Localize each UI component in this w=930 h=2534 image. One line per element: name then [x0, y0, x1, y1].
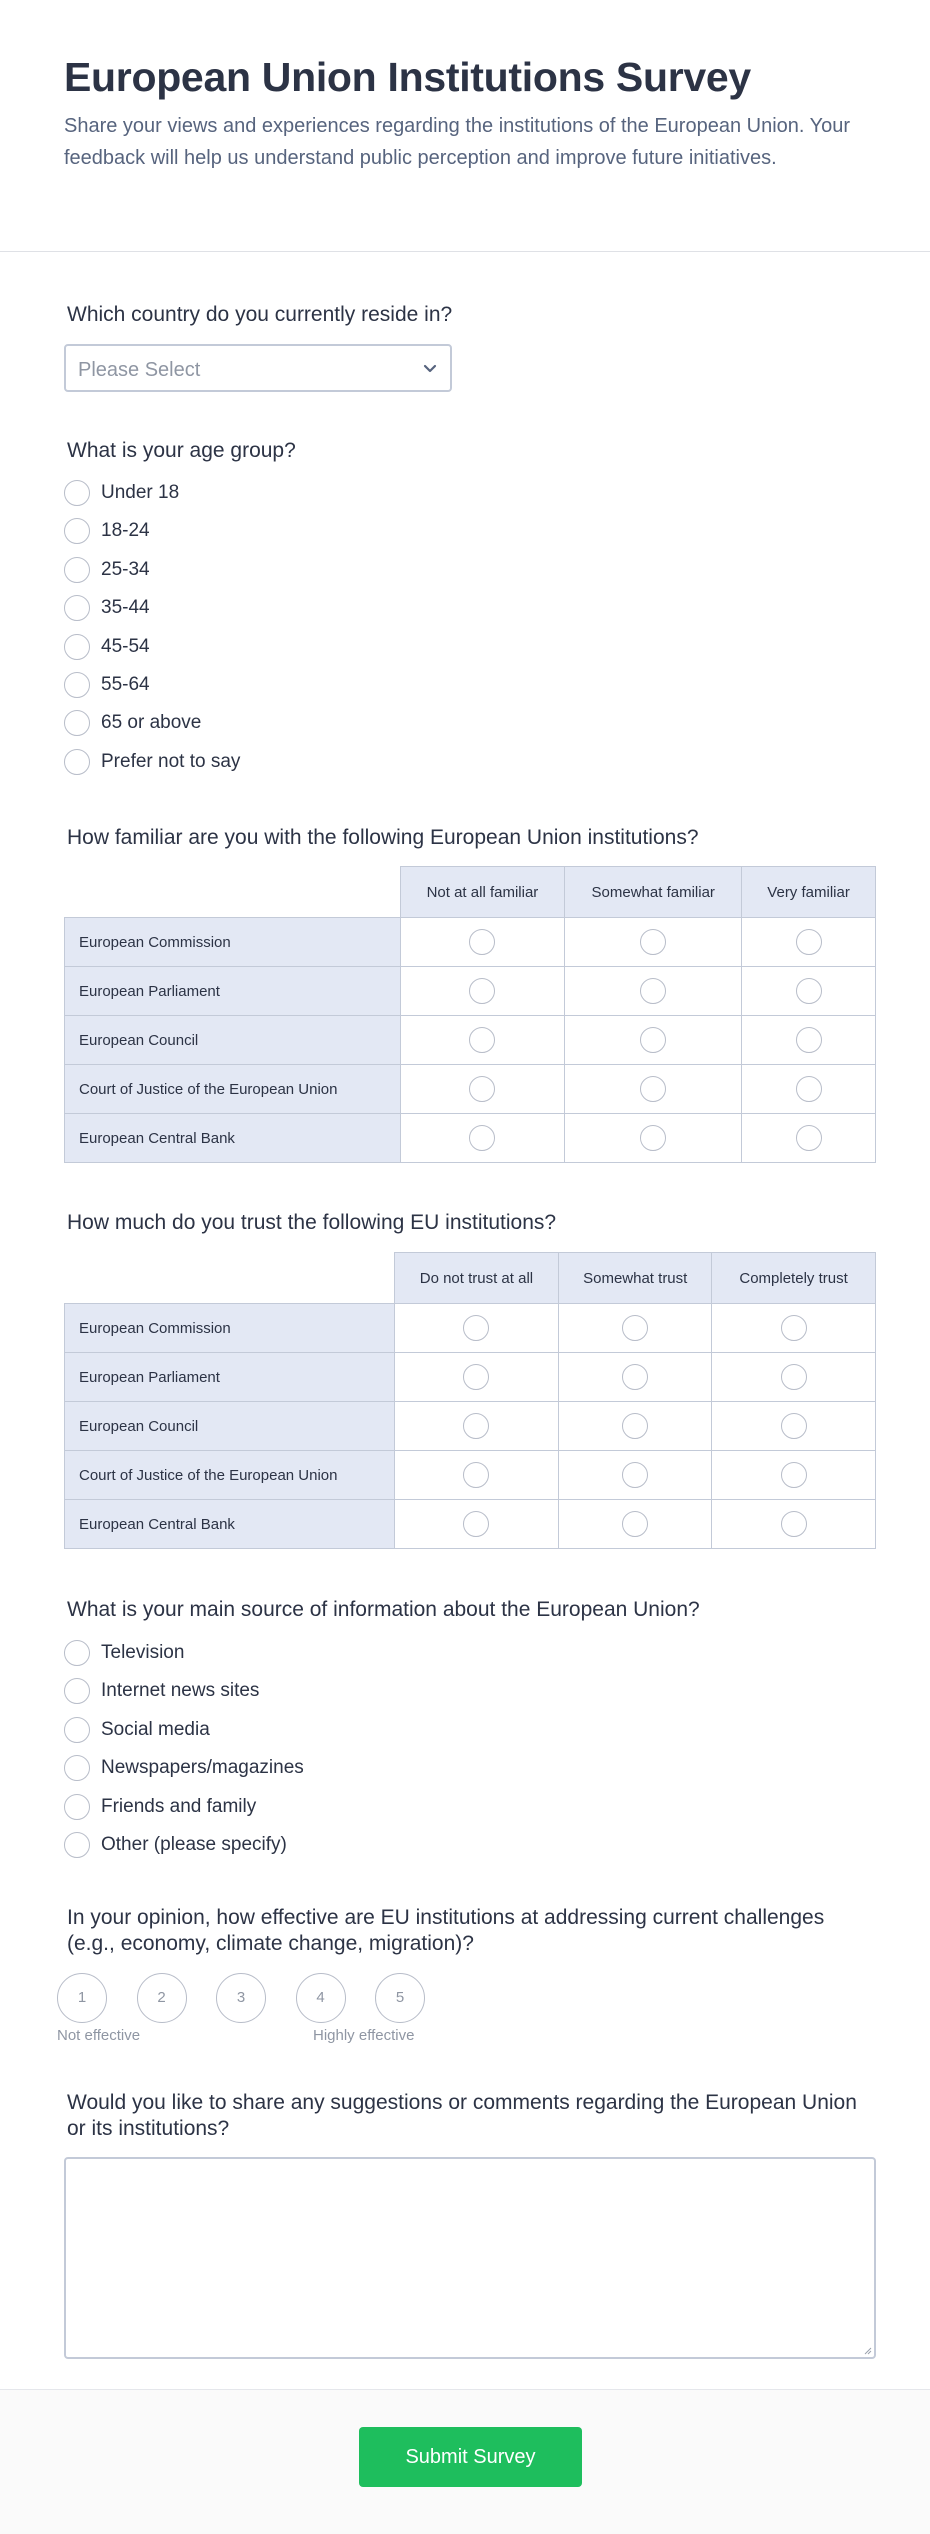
- matrix-row-label: European Central Bank: [65, 1114, 401, 1163]
- radio-option[interactable]: [64, 595, 464, 623]
- matrix-cell[interactable]: [394, 1304, 559, 1353]
- radio-button[interactable]: [64, 672, 90, 698]
- radio-button[interactable]: [64, 518, 90, 544]
- radio-option[interactable]: [64, 518, 464, 546]
- matrix-row-label: European Council: [65, 1016, 401, 1065]
- matrix-radio-button[interactable]: [622, 1462, 648, 1488]
- radio-button[interactable]: [64, 1717, 90, 1743]
- matrix-radio-button[interactable]: [640, 1027, 666, 1053]
- matrix-radio-button[interactable]: [469, 1125, 495, 1151]
- matrix-radio-button[interactable]: [796, 1125, 822, 1151]
- matrix-row: [65, 1353, 876, 1402]
- matrix-radio-button[interactable]: [796, 929, 822, 955]
- matrix-row: [65, 967, 876, 1016]
- radio-label: Friends and family: [101, 1795, 257, 1817]
- matrix-radio-button[interactable]: [796, 1076, 822, 1102]
- radio-label: Internet news sites: [101, 1680, 260, 1702]
- question-label: Would you like to share any suggestions or comments regarding the European Union or its institutions?: [67, 2091, 857, 2140]
- radio-option[interactable]: [64, 1794, 464, 1822]
- radio-option[interactable]: [64, 1755, 464, 1783]
- scale-option-button[interactable]: 1: [57, 1973, 107, 2023]
- question-label: How familiar are you with the following European Union institutions?: [67, 826, 699, 849]
- matrix-column-header: Completely trust: [712, 1253, 876, 1304]
- matrix-column-header: Do not trust at all: [394, 1253, 559, 1304]
- matrix-cell[interactable]: [712, 1353, 876, 1402]
- question-label: What is your main source of information about the European Union?: [67, 1598, 700, 1621]
- matrix-row: [65, 1114, 876, 1163]
- radio-label: Television: [101, 1642, 185, 1663]
- question-source: [64, 1597, 876, 1623]
- matrix-row: [65, 1016, 876, 1065]
- matrix-cell[interactable]: [712, 1500, 876, 1549]
- matrix-radio-button[interactable]: [781, 1462, 807, 1488]
- chevron-down-icon: [422, 360, 438, 376]
- matrix-cell[interactable]: [565, 967, 742, 1016]
- radio-label: 25-34: [101, 558, 150, 580]
- scale-option-button[interactable]: 4: [296, 1973, 346, 2023]
- matrix-cell[interactable]: [742, 967, 876, 1016]
- matrix-radio-button[interactable]: [463, 1462, 489, 1488]
- radio-button[interactable]: [64, 1832, 90, 1858]
- scale-option-button[interactable]: 2: [137, 1973, 187, 2023]
- matrix-cell[interactable]: [742, 918, 876, 967]
- matrix-radio-button[interactable]: [640, 1076, 666, 1102]
- matrix-radio-button[interactable]: [469, 929, 495, 955]
- matrix-header-row: [65, 867, 876, 918]
- radio-label: Social media: [101, 1718, 210, 1740]
- matrix-radio-button[interactable]: [796, 1027, 822, 1053]
- matrix-cell[interactable]: [394, 1451, 559, 1500]
- matrix-radio-button[interactable]: [463, 1315, 489, 1341]
- radio-label: Prefer not to say: [101, 750, 241, 772]
- familiarity-matrix: [64, 866, 876, 1163]
- matrix-cell[interactable]: [559, 1500, 712, 1549]
- matrix-cell[interactable]: [712, 1402, 876, 1451]
- radio-option[interactable]: [64, 672, 464, 700]
- matrix-radio-button[interactable]: [622, 1315, 648, 1341]
- matrix-cell[interactable]: [559, 1304, 712, 1353]
- scale-option-button[interactable]: 5: [375, 1973, 425, 2023]
- question-comments: [64, 2090, 876, 2142]
- matrix-row: [65, 918, 876, 967]
- radio-button[interactable]: [64, 595, 90, 621]
- matrix-cell[interactable]: [712, 1451, 876, 1500]
- radio-label: 55-64: [101, 674, 150, 695]
- radio-button[interactable]: [64, 1794, 90, 1820]
- matrix-row-label: European Parliament: [65, 1353, 395, 1402]
- matrix-cell[interactable]: [400, 1114, 565, 1163]
- matrix-row: [65, 1451, 876, 1500]
- matrix-radio-button[interactable]: [640, 929, 666, 955]
- matrix-cell[interactable]: [565, 918, 742, 967]
- submit-button[interactable]: Submit Survey: [359, 2427, 582, 2487]
- form-header: [0, 0, 930, 252]
- matrix-row: [65, 1402, 876, 1451]
- question-effectiveness: [64, 1905, 876, 1957]
- matrix-row: [65, 1304, 876, 1353]
- radio-option[interactable]: [64, 749, 464, 777]
- matrix-corner: [65, 867, 401, 918]
- matrix-cell[interactable]: [559, 1451, 712, 1500]
- radio-option[interactable]: [64, 557, 464, 585]
- matrix-column-header: Somewhat familiar: [565, 867, 742, 918]
- matrix-radio-button[interactable]: [622, 1364, 648, 1390]
- scale-high-label: Highly effective: [313, 2027, 415, 2044]
- radio-button[interactable]: [64, 1640, 90, 1666]
- matrix-radio-button[interactable]: [781, 1364, 807, 1390]
- matrix-row: [65, 1065, 876, 1114]
- matrix-cell[interactable]: [400, 918, 565, 967]
- radio-label: 18-24: [101, 520, 150, 542]
- radio-label: Other (please specify): [101, 1834, 287, 1855]
- matrix-row-label: European Council: [65, 1402, 395, 1451]
- matrix-row-label: Court of Justice of the European Union: [65, 1451, 395, 1500]
- matrix-cell[interactable]: [559, 1402, 712, 1451]
- matrix-cell[interactable]: [712, 1304, 876, 1353]
- matrix-radio-button[interactable]: [640, 1125, 666, 1151]
- question-country: [64, 302, 876, 328]
- matrix-row-label: European Central Bank: [65, 1500, 395, 1549]
- matrix-column-header: Somewhat trust: [559, 1253, 712, 1304]
- matrix-radio-button[interactable]: [463, 1413, 489, 1439]
- resize-grip-icon[interactable]: [862, 2345, 872, 2355]
- matrix-radio-button[interactable]: [463, 1511, 489, 1537]
- radio-label: 45-54: [101, 635, 150, 657]
- matrix-cell[interactable]: [742, 1016, 876, 1065]
- matrix-radio-button[interactable]: [640, 978, 666, 1004]
- matrix-cell[interactable]: [565, 1114, 742, 1163]
- matrix-cell[interactable]: [394, 1353, 559, 1402]
- matrix-radio-button[interactable]: [796, 978, 822, 1004]
- radio-button[interactable]: [64, 557, 90, 583]
- radio-option[interactable]: [64, 1640, 464, 1668]
- matrix-row-label: Court of Justice of the European Union: [65, 1065, 401, 1114]
- radio-button[interactable]: [64, 749, 90, 775]
- matrix-cell[interactable]: [565, 1016, 742, 1065]
- radio-option[interactable]: [64, 480, 464, 508]
- matrix-radio-button[interactable]: [463, 1364, 489, 1390]
- matrix-cell[interactable]: [559, 1353, 712, 1402]
- matrix-cell[interactable]: [742, 1065, 876, 1114]
- matrix-radio-button[interactable]: [622, 1511, 648, 1537]
- matrix-column-header: Not at all familiar: [400, 867, 565, 918]
- matrix-radio-button[interactable]: [469, 978, 495, 1004]
- matrix-cell[interactable]: [394, 1500, 559, 1549]
- question-label: Which country do you currently reside in?: [67, 303, 453, 326]
- matrix-corner: [65, 1253, 395, 1304]
- matrix-cell[interactable]: [400, 1016, 565, 1065]
- matrix-radio-button[interactable]: [781, 1413, 807, 1439]
- question-label: In your opinion, how effective are EU institutions at addressing current challenges (e.g., economy, climate change, migration)?: [67, 1906, 825, 1955]
- matrix-row-label: European Commission: [65, 1304, 395, 1353]
- question-age: [64, 438, 876, 464]
- matrix-radio-button[interactable]: [781, 1315, 807, 1341]
- radio-label: Under 18: [101, 482, 180, 503]
- scale-option-button[interactable]: 3: [216, 1973, 266, 2023]
- matrix-row: [65, 1500, 876, 1549]
- form-description: Share your views and experiences regarding the institutions of the European Union. Your feedback will help us understand public perception and improve future initiatives.: [64, 115, 851, 169]
- matrix-cell[interactable]: [742, 1114, 876, 1163]
- matrix-radio-button[interactable]: [781, 1511, 807, 1537]
- matrix-cell[interactable]: [394, 1402, 559, 1451]
- question-label: What is your age group?: [67, 439, 296, 462]
- trust-matrix: [64, 1252, 876, 1549]
- matrix-column-header: Very familiar: [742, 867, 876, 918]
- radio-label: 65 or above: [101, 712, 202, 734]
- radio-option[interactable]: [64, 1717, 464, 1745]
- form-title: European Union Institutions Survey: [64, 54, 751, 100]
- radio-option[interactable]: [64, 1678, 464, 1706]
- radio-button[interactable]: [64, 634, 90, 660]
- matrix-cell[interactable]: [565, 1065, 742, 1114]
- matrix-row-label: European Commission: [65, 918, 401, 967]
- radio-option[interactable]: [64, 634, 464, 662]
- form-footer: [0, 2389, 930, 2534]
- radio-label: 35-44: [101, 597, 150, 619]
- matrix-cell[interactable]: [400, 1065, 565, 1114]
- radio-button[interactable]: [64, 1755, 90, 1781]
- radio-button[interactable]: [64, 1678, 90, 1704]
- radio-button[interactable]: [64, 710, 90, 736]
- radio-button[interactable]: [64, 480, 90, 506]
- radio-label: Newspapers/magazines: [101, 1757, 304, 1779]
- matrix-radio-button[interactable]: [469, 1076, 495, 1102]
- matrix-cell[interactable]: [400, 967, 565, 1016]
- matrix-radio-button[interactable]: [469, 1027, 495, 1053]
- question-label: How much do you trust the following EU institutions?: [67, 1211, 557, 1234]
- question-trust: [64, 1210, 876, 1236]
- country-select[interactable]: [64, 344, 452, 392]
- matrix-radio-button[interactable]: [622, 1413, 648, 1439]
- radio-option[interactable]: [64, 1832, 464, 1860]
- comments-textarea[interactable]: [64, 2157, 876, 2359]
- matrix-header-row: [65, 1253, 876, 1304]
- scale-low-label: Not effective: [57, 2027, 141, 2044]
- select-placeholder: Please Select: [78, 359, 201, 381]
- radio-option[interactable]: [64, 710, 464, 738]
- question-familiarity: [64, 825, 876, 851]
- matrix-row-label: European Parliament: [65, 967, 401, 1016]
